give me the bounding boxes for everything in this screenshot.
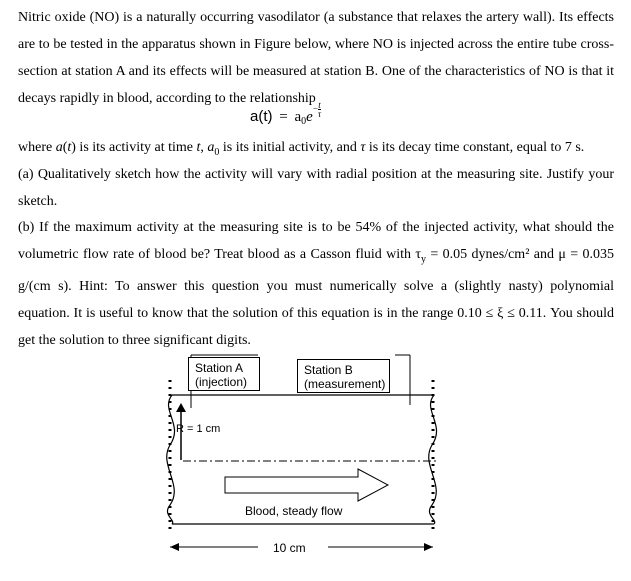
problem-intro: Nitric oxide (NO) is a naturally occurring vasodilator (a substance that relaxes the artery wall). Its effects are to be tested in the apparatus shown in Figure below, where NO is injected across the entire tube cross-section at station A and its effects will be measured at station B. One of the characteristics of NO is that it decays rapidly in blood, according to the relationship bbox=[18, 10, 614, 106]
flow-arrow bbox=[225, 469, 388, 501]
flow-label: Blood, steady flow bbox=[245, 504, 343, 518]
part-a: (a) Qualitatively sketch how the activity will vary with radial position at the measuring site. Justify your sketch. bbox=[18, 167, 614, 209]
station-a-sub: (injection) bbox=[195, 375, 248, 389]
station-b-sub: (measurement) bbox=[304, 377, 386, 391]
station-a-name: Station A bbox=[195, 361, 244, 375]
decay-equation: $a(t) = a_0e-$ $\frac{t}{\tau}$ bbox=[250, 100, 322, 127]
where-line: where a(t) is its activity at time t, $a_0$ is its initial activity, and τ is its decay time constant, equal to 7 s. bbox=[18, 140, 585, 158]
radius-arrow-head bbox=[176, 403, 186, 412]
tube-left-end bbox=[167, 395, 175, 524]
part-b-text: (b) If the maximum activity at the measuring site is to be 54% of the injected activity, what should the volumetric flow rate of blood be? Treat blood as a Casson fluid with τ bbox=[18, 220, 614, 262]
length-label: 10 cm bbox=[273, 541, 306, 555]
station-b-name: Station B bbox=[304, 363, 353, 377]
tau-subscript: y bbox=[421, 253, 427, 265]
tube-right-end bbox=[429, 395, 437, 524]
radius-label: R = 1 cm bbox=[176, 423, 221, 435]
station-b-label bbox=[297, 359, 390, 393]
tau-value: = 0.05 dynes/cm² bbox=[426, 247, 530, 262]
part-b-hint: and μ = 0.035 g/(cm s). Hint: To answer this question you must numerically solve a (slightly nasty) polynomial equation. It is useful to know that the solution of this equation is in the range 0.10 ≤ ξ ≤ 0.11. You should get the solution to three significant digits. bbox=[18, 247, 614, 348]
station-a-label bbox=[188, 357, 260, 391]
